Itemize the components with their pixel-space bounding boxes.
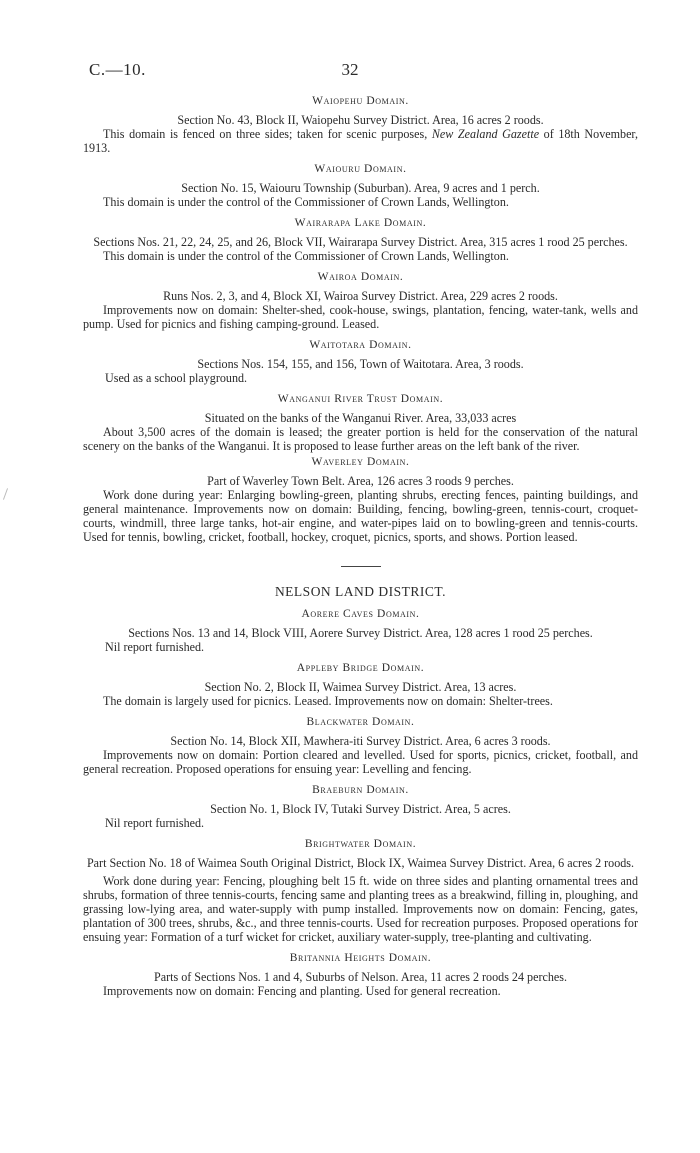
- domain-description: Section No. 14, Block XII, Mawhera-iti Survey District. Area, 6 acres 3 roods.: [170, 734, 551, 748]
- domain-title: Wairoa Domain.: [317, 271, 404, 283]
- domain-description: Section No. 15, Waiouru Township (Suburban). Area, 9 acres and 1 perch.: [181, 181, 540, 195]
- domain-title: Appleby Bridge Domain.: [296, 662, 425, 674]
- domain-description: Section No. 2, Block II, Waimea Survey District. Area, 13 acres.: [204, 680, 517, 694]
- domain-title: Braeburn Domain.: [312, 784, 409, 796]
- domain-title: Brightwater Domain.: [304, 838, 417, 850]
- gazette-reference: New Zealand Gazette: [431, 127, 540, 141]
- domain-note: Nil report furnished.: [105, 816, 205, 830]
- domain-title: Wairarapa Lake Domain.: [294, 217, 427, 229]
- domain-title: Blackwater Domain.: [306, 716, 415, 728]
- domain-note: Improvements now on domain: Shelter-shed, cook-house, swings, plantation, fencing, water-tank, wells and pump. Used for picnics and fishing camping-ground. Leased.: [83, 303, 638, 331]
- document-body: [83, 94, 638, 998]
- domain-description: Sections Nos. 154, 155, and 156, Town of Waitotara. Area, 3 roods.: [197, 357, 524, 371]
- domain-description: Sections Nos. 13 and 14, Block VIII, Aorere Survey District. Area, 128 acres 1 rood 25 perches.: [128, 626, 593, 640]
- domain-description: Runs Nos. 2, 3, and 4, Block XI, Wairoa Survey District. Area, 229 acres 2 roods.: [163, 289, 558, 303]
- domain-title: Wanganui River Trust Domain.: [277, 393, 444, 405]
- domain-title: Waiopehu Domain.: [312, 95, 409, 107]
- domain-note: Used as a school playground.: [105, 371, 248, 385]
- domain-title: Aorere Caves Domain.: [301, 608, 420, 620]
- domain-description: Section No. 1, Block IV, Tutaki Survey District. Area, 5 acres.: [210, 802, 511, 816]
- domain-note: This domain is fenced on three sides; taken for scenic purposes, New Zealand Gazette of 18th November, 1913.: [83, 127, 639, 155]
- domain-note: Improvements now on domain: Fencing and planting. Used for general recreation.: [103, 984, 501, 998]
- domain-note: About 3,500 acres of the domain is leased; the greater portion is held for the conservation of the natural scenery on the banks of the Wanganui. It is proposed to lease further areas on the left bank of the river.: [83, 425, 638, 453]
- document-reference: C.—10.: [89, 60, 146, 79]
- domain-note: Improvements now on domain: Portion cleared and levelled. Used for sports, picnics, cricket, football, and general recreation. Proposed operations for ensuing year: Levelling and fencing.: [83, 748, 638, 776]
- district-heading: NELSON LAND DISTRICT.: [274, 584, 447, 599]
- domain-note: Work done during year: Fencing, ploughing belt 15 ft. wide on three sides and planting ornamental trees and shrubs, formation of three tennis-courts, fencing same and planting trees as a breakwind, filling in, ploughing, and grassing low-lying area, and water-supply with pump installed. Improvements now on domain: Fencing, gates, plantation of 300 trees, shrubs, &c., and three tennis-courts. Used for recreation purposes. Proposed operations for ensuing year: Formation of a turf wicket for cricket, auxiliary water-supply, tree-planting and cultivating.: [83, 874, 638, 944]
- section-divider: [341, 566, 381, 567]
- domain-note: Nil report furnished.: [105, 640, 205, 654]
- domain-description: Section No. 43, Block II, Waiopehu Survey District. Area, 16 acres 2 roods.: [177, 113, 544, 127]
- domain-note: The domain is largely used for picnics. Leased. Improvements now on domain: Shelter-trees.: [103, 694, 553, 708]
- domain-note: This domain is under the control of the Commissioner of Crown Lands, Wellington.: [103, 195, 509, 209]
- domain-description: Sections Nos. 21, 22, 24, 25, and 26, Block VII, Wairarapa Survey District. Area, 315 acres 1 rood 25 perches.: [93, 235, 628, 249]
- domain-description: Situated on the banks of the Wanganui River. Area, 33,033 acres: [204, 411, 517, 425]
- domain-description: Part Section No. 18 of Waimea South Original District, Block IX, Waimea Survey District. Area, 6 acres 2 roods.: [86, 856, 635, 870]
- page-number: 32: [341, 60, 359, 79]
- domain-note: Work done during year: Enlarging bowling-green, planting shrubs, erecting fences, painting buildings, and general maintenance. Improvements now on domain: Building, fencing, bowling-green, tennis-court, croquet-courts, windmill, three large tanks, hot-air engine, and water-pipes laid on to bowling-green and tennis-courts. Used for tennis, bowling, cricket, football, hockey, croquet, picnics, sports, and shows. Portion leased.: [83, 488, 638, 544]
- domain-title: Waverley Domain.: [311, 456, 410, 468]
- domain-description: Part of Waverley Town Belt. Area, 126 acres 3 roods 9 perches.: [207, 474, 514, 488]
- domain-title: Britannia Heights Domain.: [289, 952, 432, 964]
- domain-title: Waiouru Domain.: [314, 163, 407, 175]
- domain-description: Parts of Sections Nos. 1 and 4, Suburbs of Nelson. Area, 11 acres 2 roods 24 perches.: [153, 970, 568, 984]
- margin-mark: [3, 488, 8, 500]
- domain-title: Waitotara Domain.: [309, 339, 412, 351]
- domain-note: This domain is under the control of the Commissioner of Crown Lands, Wellington.: [103, 249, 509, 263]
